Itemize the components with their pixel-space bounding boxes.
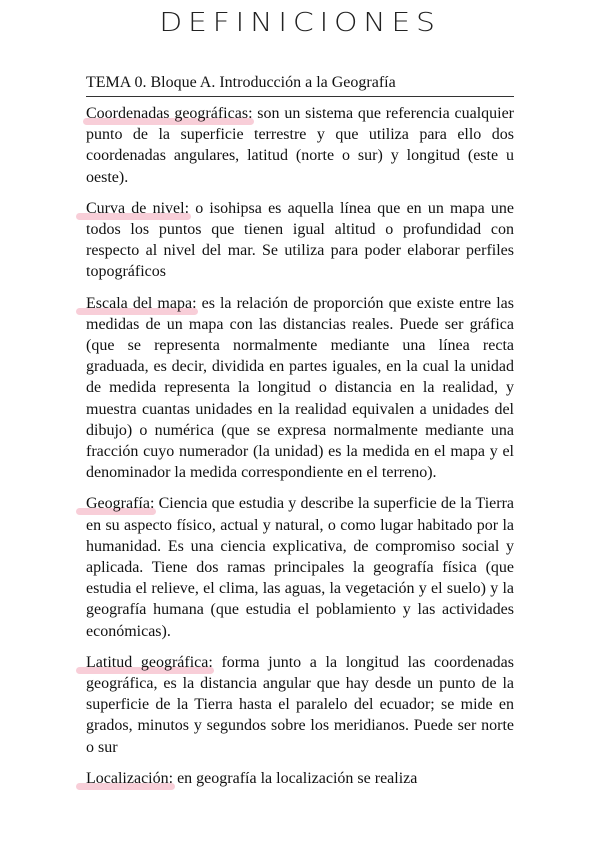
section-title: TEMA 0. Bloque A. Introducción a la Geografía bbox=[86, 72, 514, 97]
definition-text: son un sistema que referencia cualquier punto de la superficie terrestre y que utiliza para ello dos coordenadas angulares, latitud (norte o sur) y longitud (este u oeste). bbox=[86, 105, 515, 186]
definition-localizacion bbox=[86, 768, 514, 789]
definition-text: o isohipsa es aquella línea que en un mapa une todos los puntos que tienen igual altitud o profundidad con respecto al nivel del mar. Se utiliza para poder elaborar perfiles topográficos bbox=[86, 199, 515, 281]
term-curva-de-nivel: Curva de nivel bbox=[86, 199, 185, 217]
page-title: DEFINICIONES bbox=[159, 8, 441, 38]
definitions-content bbox=[86, 72, 514, 799]
term-coordenadas: Coordenadas geográficas bbox=[86, 105, 249, 122]
definition-latitud bbox=[86, 652, 514, 758]
definition-curva-de-nivel bbox=[86, 198, 514, 283]
definition-text: Ciencia que estudia y describe la superficie de la Tierra en su aspecto físico, actual y natural, o como lugar habitado por la humanidad. Es una ciencia explicativa, de compromiso social y aplicada. Tiene dos ramas principales la geografía física (que estudia el relieve, el clima, las aguas, la vegetación y el suelo) y la geografía humana (que estudia el poblamiento y las actividades económicas). bbox=[86, 495, 514, 640]
definition-text: forma junto a la longitud las coordenadas geográfica, es la distancia angular que hay desde un punto de la superficie de la Tierra hasta el paralelo del ecuador; se mide en grados, minutos y segundos sobre los meridianos. Puede ser norte o sur bbox=[86, 653, 515, 756]
term-geografia: Geografía bbox=[86, 495, 150, 513]
term-colon: : bbox=[168, 769, 174, 787]
definition-text: es la relación de proporción que existe entre las medidas de un mapa con las distancias reales. Puede ser gráfica (que se representa normalmente mediante una línea recta graduada, es decir, dividida en partes iguales, en la cual la unidad de medida representa la longitud o distancia en la realidad, y muestra cuantas unidades en la realidad equivalen a unidades del dibujo) o numérica (que se expresa normalmente mediante una fracción cuyo numerador (la unidad) es la medida en el mapa y el denominador la medida correspondiente en el terreno). bbox=[86, 294, 514, 482]
definition-escala bbox=[86, 293, 514, 484]
term-colon: : bbox=[192, 294, 197, 312]
term-localizacion: Localización bbox=[86, 769, 169, 787]
term-colon: : bbox=[184, 199, 190, 217]
term-colon: : bbox=[149, 495, 155, 513]
term-latitud: Latitud geográfica bbox=[86, 653, 209, 671]
definition-coordenadas bbox=[86, 103, 514, 188]
definition-text: en geografía la localización se realiza bbox=[173, 769, 418, 787]
term-escala: Escala del mapa bbox=[86, 294, 193, 312]
term-colon: : bbox=[248, 105, 253, 122]
term-colon: : bbox=[208, 653, 213, 671]
definition-geografia bbox=[86, 493, 514, 641]
